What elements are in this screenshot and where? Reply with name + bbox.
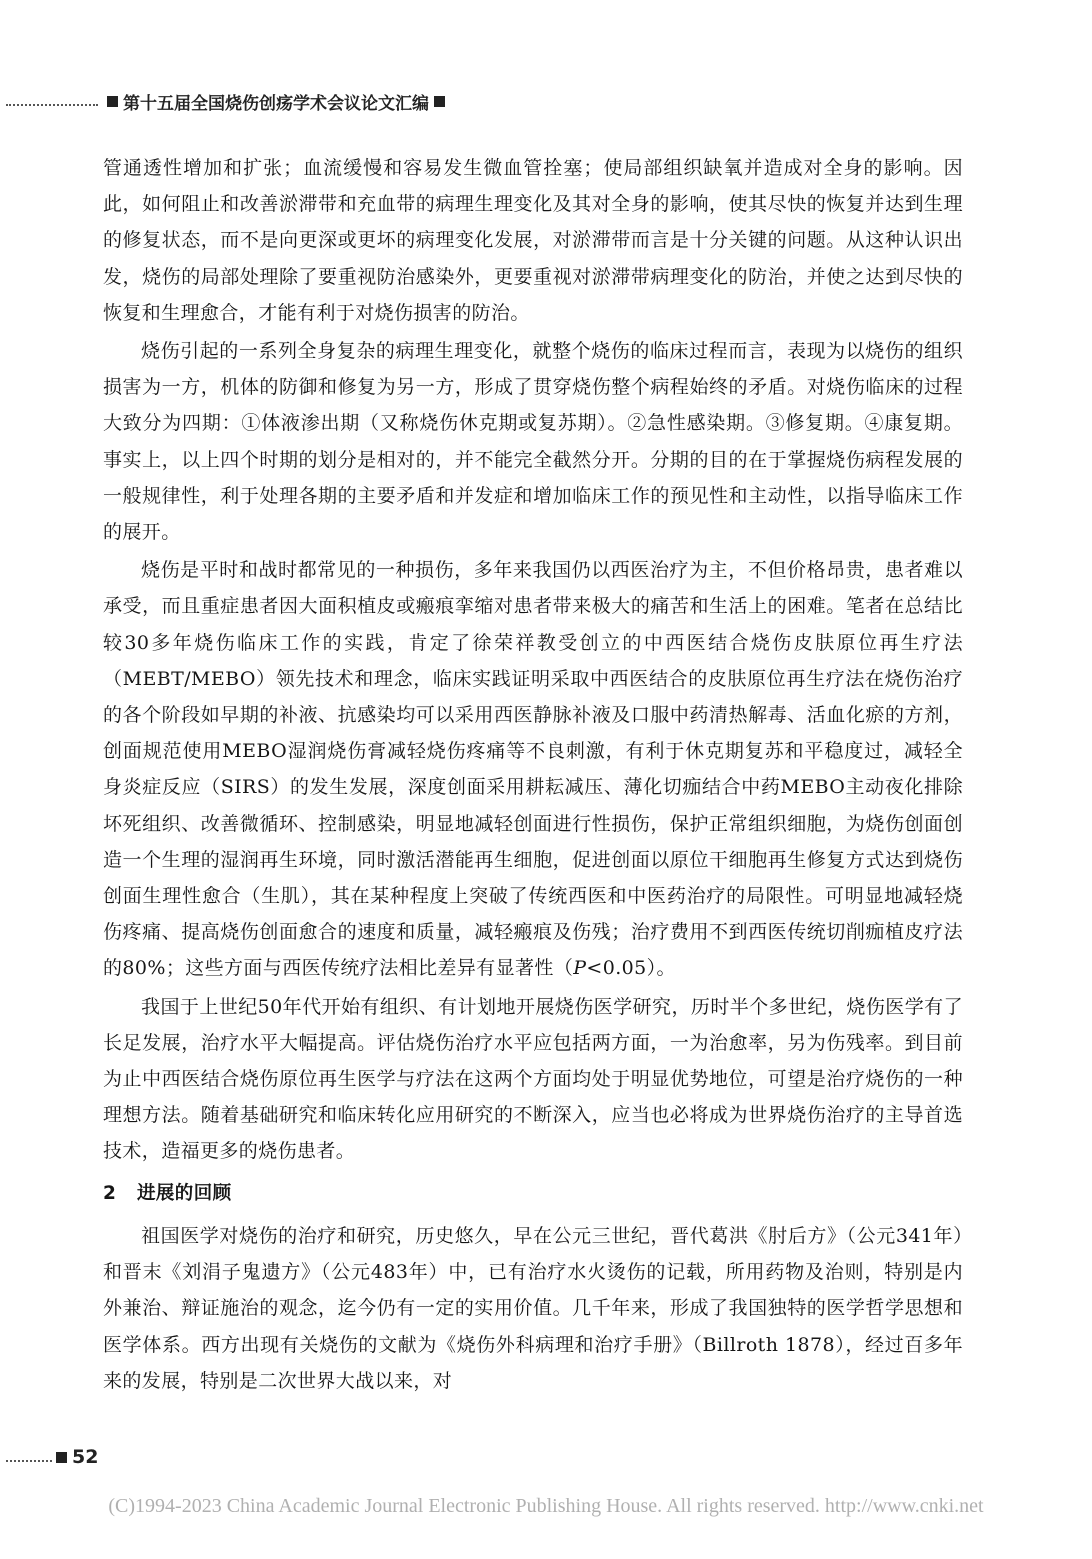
- page-number: 52: [72, 1446, 99, 1468]
- section-heading: [103, 1176, 963, 1212]
- section-title: 进展的回顾: [137, 1182, 232, 1204]
- copyright-notice: (C)1994-2023 China Academic Journal Electronic Publishing House. All rights reserved. http://www.cnki.net: [108, 1495, 984, 1517]
- paragraph: 烧伤引起的一系列全身复杂的病理生理变化，就整个烧伤的临床过程而言，表现为以烧伤的组织损害为一方，机体的防御和修复为另一方，形成了贯穿烧伤整个病程始终的矛盾。对烧伤临床的过程大致分为四期：①体液渗出期（又称烧伤休克期或复苏期）。②急性感染期。③修复期。④康复期。事实上，以上四个时期的划分是相对的，并不能完全截然分开。分期的目的在于掌握烧伤病程发展的一般规律性，利于处理各期的主要矛盾和并发症和增加临床工作的预见性和主动性，以指导临床工作的展开。: [103, 340, 963, 544]
- paragraph-text: 烧伤是平时和战时都常见的一种损伤，多年来我国仍以西医治疗为主，不但价格昂贵，患者难以承受，而且重症患者因大面积植皮或瘢痕挛缩对患者带来极大的痛苦和生活上的困难。笔者在总结比较30多年烧伤临床工作的实践，肯定了徐荣祥教受创立的中西医结合烧伤皮肤原位再生疗法（MEBT/MEBO）领先技术和理念，临床实践证明采取中西医结合的皮肤原位再生疗法在烧伤治疗的各个阶段如早期的补液、抗感染均可以采用西医静脉补液及口服中药清热解毒、活血化瘀的方剂，创面规范使用MEBO湿润烧伤膏减轻烧伤疼痛等不良刺激，有利于休克期复苏和平稳度过，减轻全身炎症反应（SIRS）的发生发展，深度创面采用耕耘减压、薄化切痂结合中药MEBO主动夜化排除坏死组织、改善微循环、控制感染，明显地减轻创面进行性损伤，保护正常组织细胞，为烧伤创面创造一个生理的湿润再生环境，同时激活潜能再生细胞，促进创面以原位干细胞再生修复方式达到烧伤创面生理性愈合（生肌），其在某种程度上突破了传统西医和中医药治疗的局限性。可明显地减轻烧伤疼痛、提高烧伤创面愈合的速度和质量，减轻瘢痕及伤残；治疗费用不到西医传统切削痂植皮疗法的80%；这些方面与西医传统疗法相比差异有显著性（: [103, 559, 963, 980]
- paragraph: [103, 552, 963, 986]
- page-footer: [6, 1442, 98, 1472]
- paragraph-text: <0.05）。: [586, 957, 676, 980]
- section-number: 2: [103, 1182, 117, 1204]
- square-bullet-icon: [107, 96, 118, 107]
- leader-dots: [6, 1460, 52, 1462]
- square-bullet-icon: [434, 96, 445, 107]
- paragraph-continued: 管通透性增加和扩张；血流缓慢和容易发生微血管拴塞；使局部组织缺氧并造成对全身的影响。因此，如何阻止和改善淤滞带和充血带的病理生理变化及其对全身的影响，使其尽快的恢复并达到生理的修复状态，而不是向更深或更坏的病理变化发展，对淤滞带而言是十分关键的问题。从这种认识出发，烧伤的局部处理除了要重视防治感染外，更要重视对淤滞带病理变化的防治，并使之达到尽快的恢复和生理愈合，才能有利于对烧伤损害的防治。: [103, 157, 963, 324]
- header-title: 第十五届全国烧伤创疡学术会议论文汇编: [123, 93, 429, 114]
- page-body: [103, 150, 963, 1399]
- paragraph: 祖国医学对烧伤的治疗和研究，历史悠久，早在公元三世纪，晋代葛洪《肘后方》（公元341年）和晋末《刘涓子鬼遗方》（公元483年）中，已有治疗水火烫伤的记载，所用药物及治则，特别是内外兼治、辩证施治的观念，迄今仍有一定的实用价值。几千年来，形成了我国独特的医学哲学思想和医学体系。西方出现有关烧伤的文献为《烧伤外科病理和治疗手册》（Billroth 1878），经过百多年来的发展，特别是二次世界大战以来，对: [103, 1224, 963, 1392]
- p-value-symbol: P: [573, 957, 587, 980]
- running-header: [6, 88, 566, 114]
- square-bullet-icon: [56, 1452, 67, 1463]
- paragraph: 我国于上世纪50年代开始有组织、有计划地开展烧伤医学研究，历时半个多世纪，烧伤医学有了长足发展，治疗水平大幅提高。评估烧伤治疗水平应包括两方面，一为治愈率，另为伤残率。到目前为止中西医结合烧伤原位再生医学与疗法在这两个方面均处于明显优势地位，可望是治疗烧伤的一种理想方法。随着基础研究和临床转化应用研究的不断深入，应当也必将成为世界烧伤治疗的主导首选技术，造福更多的烧伤患者。: [103, 995, 963, 1163]
- leader-dots: [6, 104, 98, 106]
